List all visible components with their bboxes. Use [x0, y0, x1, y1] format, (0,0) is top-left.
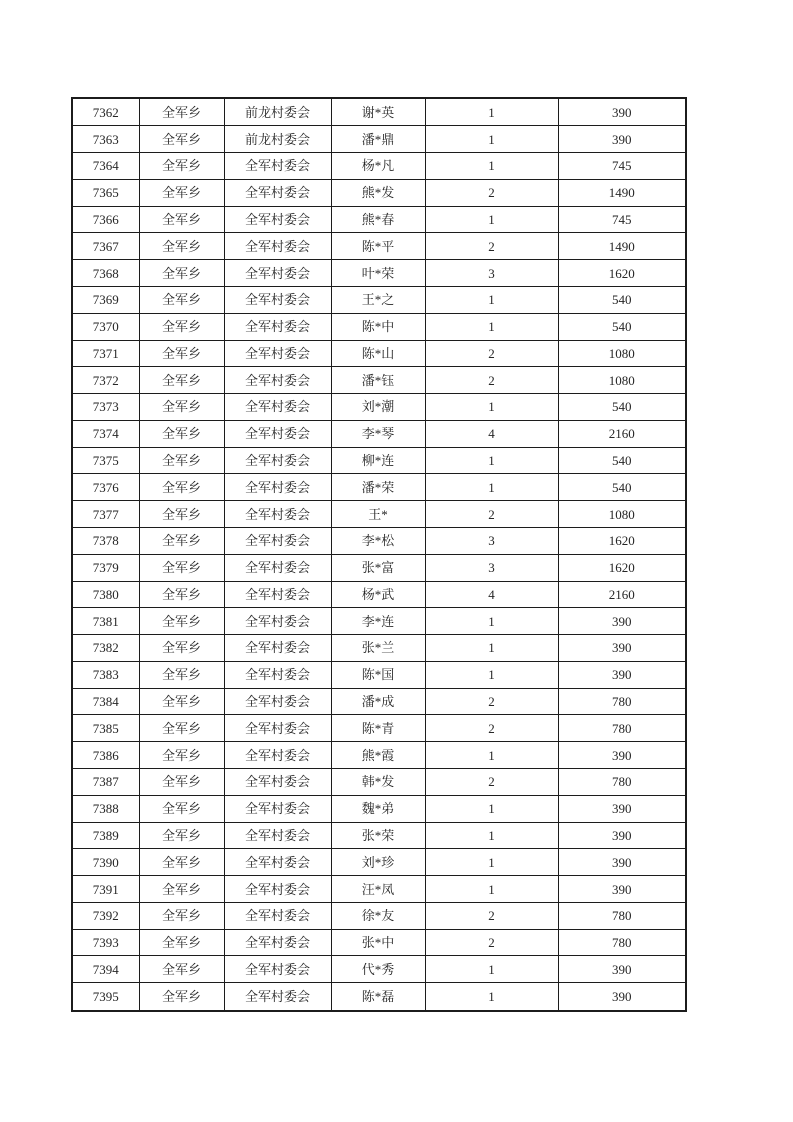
cell-masked_name: 陈*中 [331, 313, 425, 340]
cell-count: 2 [425, 340, 558, 367]
table-row [72, 715, 686, 742]
cell-serial_number: 7377 [72, 501, 139, 528]
cell-serial_number: 7388 [72, 795, 139, 822]
cell-masked_name: 韩*发 [331, 769, 425, 796]
cell-village_committee: 全军村委会 [224, 635, 331, 662]
cell-township: 全军乡 [139, 661, 224, 688]
table-row [72, 554, 686, 581]
cell-count: 2 [425, 233, 558, 260]
cell-amount: 390 [558, 956, 686, 983]
cell-amount: 1490 [558, 179, 686, 206]
cell-township: 全军乡 [139, 742, 224, 769]
cell-amount: 390 [558, 795, 686, 822]
cell-township: 全军乡 [139, 179, 224, 206]
cell-township: 全军乡 [139, 527, 224, 554]
cell-township: 全军乡 [139, 340, 224, 367]
table-row [72, 420, 686, 447]
cell-masked_name: 张*中 [331, 929, 425, 956]
cell-amount: 390 [558, 635, 686, 662]
cell-township: 全军乡 [139, 929, 224, 956]
cell-amount: 390 [558, 849, 686, 876]
table-row [72, 956, 686, 983]
cell-village_committee: 全军村委会 [224, 876, 331, 903]
cell-count: 3 [425, 554, 558, 581]
cell-amount: 1490 [558, 233, 686, 260]
table-row [72, 527, 686, 554]
cell-village_committee: 全军村委会 [224, 367, 331, 394]
cell-township: 全军乡 [139, 420, 224, 447]
cell-amount: 2160 [558, 420, 686, 447]
cell-serial_number: 7373 [72, 394, 139, 421]
cell-village_committee: 全军村委会 [224, 554, 331, 581]
cell-township: 全军乡 [139, 635, 224, 662]
cell-masked_name: 杨*武 [331, 581, 425, 608]
table-row [72, 581, 686, 608]
cell-village_committee: 全军村委会 [224, 822, 331, 849]
cell-serial_number: 7391 [72, 876, 139, 903]
cell-count: 1 [425, 474, 558, 501]
cell-count: 2 [425, 929, 558, 956]
cell-masked_name: 熊*春 [331, 206, 425, 233]
cell-count: 1 [425, 608, 558, 635]
table-row [72, 153, 686, 180]
cell-township: 全军乡 [139, 394, 224, 421]
cell-count: 4 [425, 581, 558, 608]
table-row [72, 983, 686, 1011]
cell-village_committee: 全军村委会 [224, 983, 331, 1011]
cell-village_committee: 全军村委会 [224, 340, 331, 367]
cell-village_committee: 全军村委会 [224, 179, 331, 206]
cell-count: 1 [425, 126, 558, 153]
cell-masked_name: 陈*磊 [331, 983, 425, 1011]
cell-amount: 2160 [558, 581, 686, 608]
table-row [72, 394, 686, 421]
cell-serial_number: 7362 [72, 98, 139, 126]
cell-village_committee: 全军村委会 [224, 474, 331, 501]
cell-serial_number: 7379 [72, 554, 139, 581]
cell-township: 全军乡 [139, 688, 224, 715]
cell-count: 1 [425, 635, 558, 662]
cell-village_committee: 全军村委会 [224, 715, 331, 742]
cell-village_committee: 全军村委会 [224, 420, 331, 447]
cell-serial_number: 7381 [72, 608, 139, 635]
cell-township: 全军乡 [139, 715, 224, 742]
table-row [72, 849, 686, 876]
cell-village_committee: 全军村委会 [224, 795, 331, 822]
cell-amount: 540 [558, 474, 686, 501]
table-row [72, 635, 686, 662]
cell-masked_name: 李*松 [331, 527, 425, 554]
cell-township: 全军乡 [139, 769, 224, 796]
cell-count: 4 [425, 420, 558, 447]
table-row [72, 233, 686, 260]
cell-count: 2 [425, 902, 558, 929]
cell-masked_name: 潘*钰 [331, 367, 425, 394]
cell-township: 全军乡 [139, 822, 224, 849]
cell-masked_name: 熊*发 [331, 179, 425, 206]
table-row [72, 98, 686, 126]
cell-amount: 1620 [558, 554, 686, 581]
cell-township: 全军乡 [139, 286, 224, 313]
cell-township: 全军乡 [139, 608, 224, 635]
cell-amount: 780 [558, 688, 686, 715]
cell-masked_name: 陈*平 [331, 233, 425, 260]
cell-masked_name: 李*连 [331, 608, 425, 635]
cell-village_committee: 全军村委会 [224, 153, 331, 180]
cell-township: 全军乡 [139, 447, 224, 474]
cell-masked_name: 陈*山 [331, 340, 425, 367]
cell-amount: 1620 [558, 527, 686, 554]
cell-serial_number: 7363 [72, 126, 139, 153]
table-row [72, 688, 686, 715]
cell-township: 全军乡 [139, 233, 224, 260]
table-row [72, 179, 686, 206]
table-row [72, 447, 686, 474]
cell-serial_number: 7387 [72, 769, 139, 796]
cell-township: 全军乡 [139, 260, 224, 287]
cell-masked_name: 张*荣 [331, 822, 425, 849]
cell-township: 全军乡 [139, 98, 224, 126]
cell-masked_name: 谢*英 [331, 98, 425, 126]
table-row [72, 286, 686, 313]
cell-serial_number: 7374 [72, 420, 139, 447]
cell-serial_number: 7385 [72, 715, 139, 742]
cell-township: 全军乡 [139, 876, 224, 903]
cell-serial_number: 7392 [72, 902, 139, 929]
cell-count: 2 [425, 715, 558, 742]
table-row [72, 929, 686, 956]
cell-count: 1 [425, 313, 558, 340]
cell-serial_number: 7386 [72, 742, 139, 769]
cell-amount: 1080 [558, 367, 686, 394]
cell-count: 1 [425, 206, 558, 233]
cell-amount: 780 [558, 715, 686, 742]
cell-count: 2 [425, 501, 558, 528]
cell-village_committee: 全军村委会 [224, 233, 331, 260]
cell-count: 1 [425, 849, 558, 876]
cell-serial_number: 7378 [72, 527, 139, 554]
cell-count: 1 [425, 394, 558, 421]
cell-village_committee: 全军村委会 [224, 956, 331, 983]
cell-serial_number: 7369 [72, 286, 139, 313]
cell-township: 全军乡 [139, 206, 224, 233]
cell-village_committee: 全军村委会 [224, 313, 331, 340]
cell-amount: 780 [558, 929, 686, 956]
table-row [72, 313, 686, 340]
cell-township: 全军乡 [139, 581, 224, 608]
cell-masked_name: 张*富 [331, 554, 425, 581]
cell-township: 全军乡 [139, 795, 224, 822]
table-row [72, 260, 686, 287]
table-row [72, 126, 686, 153]
cell-village_committee: 全军村委会 [224, 581, 331, 608]
cell-serial_number: 7376 [72, 474, 139, 501]
cell-township: 全军乡 [139, 153, 224, 180]
cell-count: 1 [425, 795, 558, 822]
cell-amount: 390 [558, 983, 686, 1011]
cell-village_committee: 全军村委会 [224, 688, 331, 715]
cell-serial_number: 7365 [72, 179, 139, 206]
table-row [72, 876, 686, 903]
table-row [72, 340, 686, 367]
cell-township: 全军乡 [139, 554, 224, 581]
cell-serial_number: 7390 [72, 849, 139, 876]
cell-count: 2 [425, 688, 558, 715]
table-row [72, 474, 686, 501]
cell-masked_name: 张*兰 [331, 635, 425, 662]
cell-serial_number: 7366 [72, 206, 139, 233]
cell-amount: 390 [558, 126, 686, 153]
cell-amount: 390 [558, 822, 686, 849]
cell-serial_number: 7382 [72, 635, 139, 662]
cell-village_committee: 全军村委会 [224, 206, 331, 233]
cell-masked_name: 刘*珍 [331, 849, 425, 876]
cell-township: 全军乡 [139, 501, 224, 528]
cell-count: 2 [425, 367, 558, 394]
cell-amount: 540 [558, 286, 686, 313]
cell-count: 1 [425, 876, 558, 903]
table-row [72, 661, 686, 688]
table-row [72, 742, 686, 769]
cell-amount: 745 [558, 153, 686, 180]
cell-masked_name: 潘*荣 [331, 474, 425, 501]
cell-amount: 390 [558, 608, 686, 635]
cell-masked_name: 李*琴 [331, 420, 425, 447]
cell-village_committee: 全军村委会 [224, 286, 331, 313]
cell-village_committee: 全军村委会 [224, 849, 331, 876]
cell-count: 1 [425, 983, 558, 1011]
cell-count: 1 [425, 822, 558, 849]
cell-count: 1 [425, 956, 558, 983]
cell-serial_number: 7367 [72, 233, 139, 260]
cell-serial_number: 7380 [72, 581, 139, 608]
cell-township: 全军乡 [139, 126, 224, 153]
cell-amount: 390 [558, 876, 686, 903]
table-row [72, 206, 686, 233]
cell-count: 1 [425, 286, 558, 313]
records-table [71, 97, 687, 1012]
table-row [72, 902, 686, 929]
cell-serial_number: 7389 [72, 822, 139, 849]
cell-masked_name: 刘*潮 [331, 394, 425, 421]
cell-amount: 540 [558, 447, 686, 474]
cell-serial_number: 7384 [72, 688, 139, 715]
cell-count: 2 [425, 179, 558, 206]
cell-count: 1 [425, 661, 558, 688]
cell-masked_name: 熊*霞 [331, 742, 425, 769]
cell-amount: 390 [558, 742, 686, 769]
cell-masked_name: 王* [331, 501, 425, 528]
cell-amount: 1620 [558, 260, 686, 287]
cell-masked_name: 陈*青 [331, 715, 425, 742]
cell-village_committee: 全军村委会 [224, 769, 331, 796]
cell-village_committee: 全军村委会 [224, 260, 331, 287]
cell-masked_name: 徐*友 [331, 902, 425, 929]
cell-amount: 540 [558, 394, 686, 421]
table-row [72, 608, 686, 635]
cell-count: 3 [425, 260, 558, 287]
cell-masked_name: 代*秀 [331, 956, 425, 983]
cell-township: 全军乡 [139, 367, 224, 394]
cell-serial_number: 7368 [72, 260, 139, 287]
cell-masked_name: 陈*国 [331, 661, 425, 688]
cell-masked_name: 叶*荣 [331, 260, 425, 287]
cell-village_committee: 全军村委会 [224, 501, 331, 528]
cell-serial_number: 7393 [72, 929, 139, 956]
cell-amount: 390 [558, 98, 686, 126]
cell-count: 2 [425, 769, 558, 796]
table-row [72, 795, 686, 822]
cell-serial_number: 7395 [72, 983, 139, 1011]
cell-masked_name: 柳*连 [331, 447, 425, 474]
cell-count: 1 [425, 742, 558, 769]
cell-village_committee: 前龙村委会 [224, 126, 331, 153]
cell-serial_number: 7383 [72, 661, 139, 688]
cell-amount: 745 [558, 206, 686, 233]
cell-amount: 390 [558, 661, 686, 688]
cell-amount: 780 [558, 769, 686, 796]
cell-count: 3 [425, 527, 558, 554]
cell-serial_number: 7375 [72, 447, 139, 474]
cell-village_committee: 全军村委会 [224, 447, 331, 474]
cell-amount: 1080 [558, 340, 686, 367]
cell-amount: 780 [558, 902, 686, 929]
cell-serial_number: 7371 [72, 340, 139, 367]
cell-masked_name: 魏*弟 [331, 795, 425, 822]
cell-masked_name: 潘*成 [331, 688, 425, 715]
cell-township: 全军乡 [139, 849, 224, 876]
cell-masked_name: 杨*凡 [331, 153, 425, 180]
cell-township: 全军乡 [139, 983, 224, 1011]
cell-township: 全军乡 [139, 313, 224, 340]
cell-village_committee: 全军村委会 [224, 742, 331, 769]
cell-village_committee: 全军村委会 [224, 608, 331, 635]
cell-township: 全军乡 [139, 902, 224, 929]
cell-serial_number: 7370 [72, 313, 139, 340]
cell-count: 1 [425, 447, 558, 474]
cell-amount: 1080 [558, 501, 686, 528]
cell-masked_name: 汪*凤 [331, 876, 425, 903]
cell-serial_number: 7394 [72, 956, 139, 983]
cell-masked_name: 潘*鼎 [331, 126, 425, 153]
cell-village_committee: 全军村委会 [224, 527, 331, 554]
cell-village_committee: 全军村委会 [224, 929, 331, 956]
cell-village_committee: 前龙村委会 [224, 98, 331, 126]
records-table-body [72, 98, 686, 1011]
cell-masked_name: 王*之 [331, 286, 425, 313]
cell-serial_number: 7364 [72, 153, 139, 180]
cell-count: 1 [425, 98, 558, 126]
cell-count: 1 [425, 153, 558, 180]
cell-amount: 540 [558, 313, 686, 340]
table-row [72, 501, 686, 528]
table-row [72, 822, 686, 849]
table-row [72, 367, 686, 394]
cell-township: 全军乡 [139, 474, 224, 501]
cell-serial_number: 7372 [72, 367, 139, 394]
table-row [72, 769, 686, 796]
cell-township: 全军乡 [139, 956, 224, 983]
cell-village_committee: 全军村委会 [224, 394, 331, 421]
cell-village_committee: 全军村委会 [224, 661, 331, 688]
cell-village_committee: 全军村委会 [224, 902, 331, 929]
